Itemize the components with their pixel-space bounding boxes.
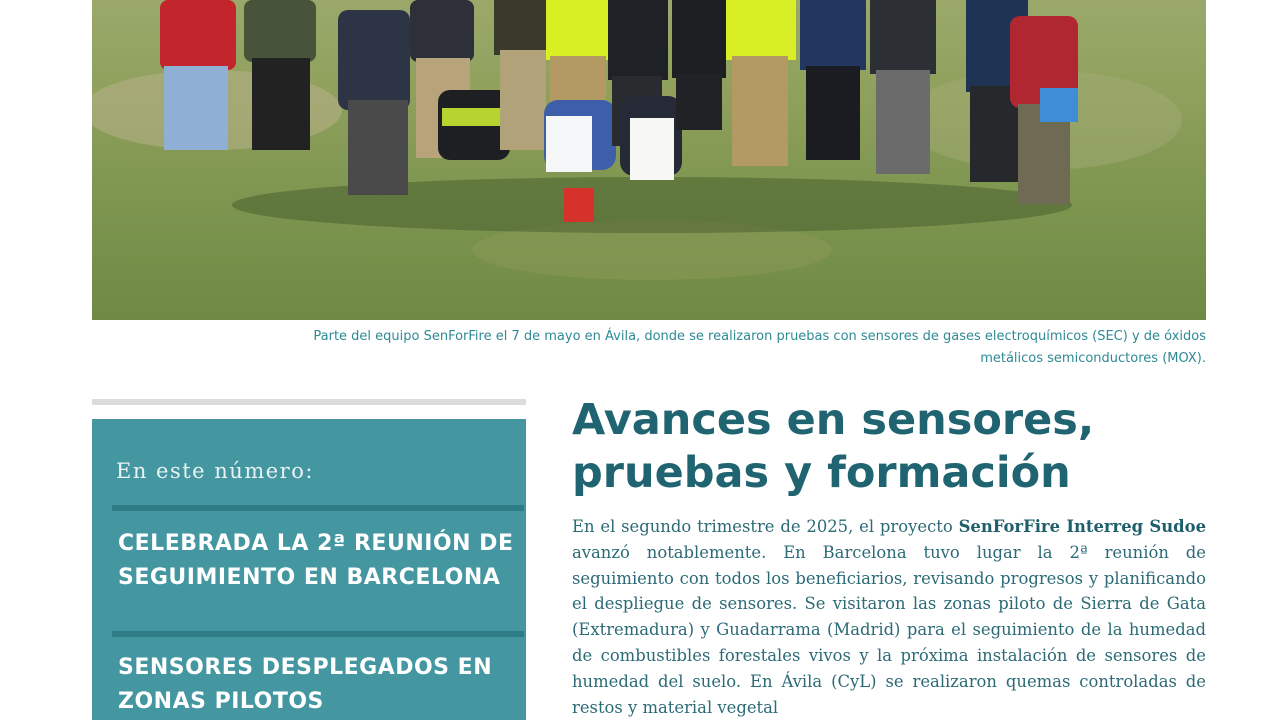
article-body-text: avanzó notablemente. En Barcelona tuvo lugar la 2ª reunión de seguimiento con todos los beneficiarios, revisando progresos y planificando el despliegue de sensores. Se visitaron las zonas piloto de Sierra de Gata (Extremadura) y Guadarrama (Madrid) para el seguimiento de la humedad de combustibles forestales vivos y la próxima instalación de sensores de humedad del suelo. En Ávila (CyL) se realizaron quemas controladas de restos y material vegetal [572,542,1206,717]
article-title: Avances en sensores, pruebas y formación [572,395,1095,498]
sidebar-heading: En este número: [116,459,314,483]
project-name: SenForFire Interreg Sudoe [958,517,1206,536]
sidebar-divider [112,505,524,511]
sidebar-top-rule [92,399,526,405]
sidebar-divider [112,631,524,637]
sidebar-item-barcelona-meeting[interactable]: CELEBRADA LA 2ª REUNIÓN DE SEGUIMIENTO EN BARCELONA [118,531,514,590]
article-body-intro: En el segundo trimestre de 2025, el proyecto [572,517,959,536]
sidebar-in-this-issue [92,419,526,720]
photo-caption: Parte del equipo SenForFire el 7 de mayo en Ávila, donde se realizaron pruebas con sensores de gases electroquímicos (SEC) y de óxidos metálicos semiconductores (MOX). [313,329,1206,366]
team-photo [92,0,1206,320]
sidebar-item-sensors-deployed[interactable]: SENSORES DESPLEGADOS EN ZONAS PILOTOS [118,655,493,714]
article-body [572,514,1206,720]
group-photo-icon [92,0,1206,320]
